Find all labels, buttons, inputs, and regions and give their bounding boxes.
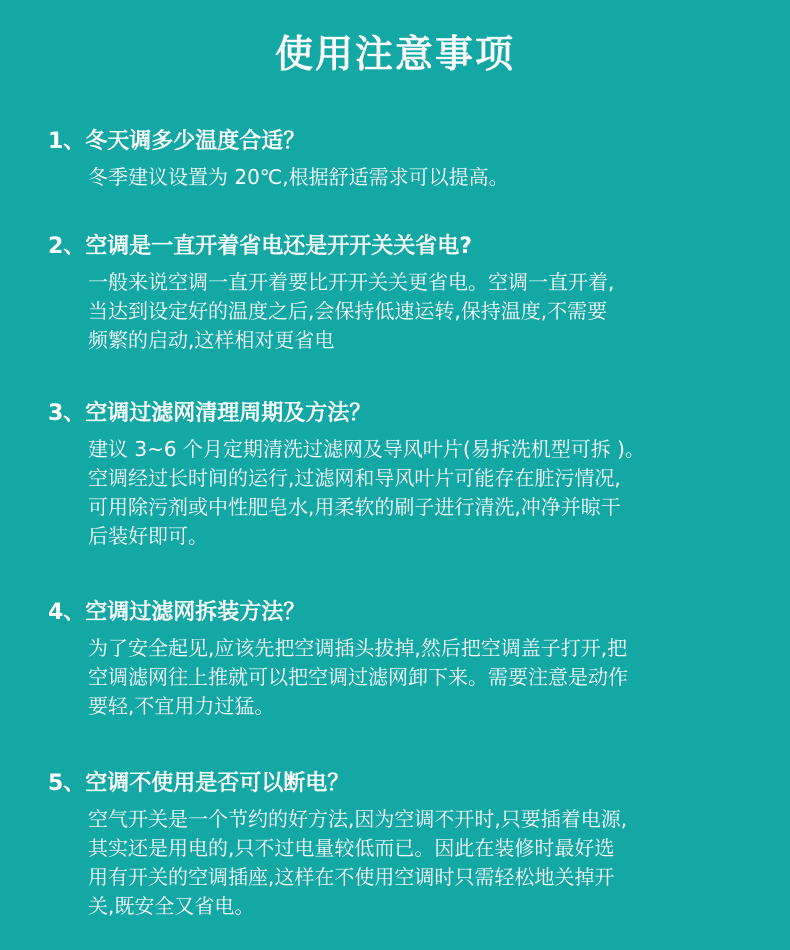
page-title: 使用注意事项 [274, 32, 515, 76]
faq-item-1 [48, 127, 758, 192]
faq-item-4 [48, 598, 758, 721]
faq-item-2 [48, 232, 758, 355]
faq-question: 4、空调过滤网拆装方法？ [48, 600, 306, 625]
faq-answer: 冬季建议设置为 20℃,根据舒适需求可以提高。 [88, 165, 509, 189]
faq-item-5 [48, 769, 758, 921]
faq-item-3 [48, 399, 758, 551]
faq-question: 3、空调过滤网清理周期及方法？ [48, 401, 372, 426]
faq-question: 2、空调是一直开着省电还是开开关关省电? [48, 234, 473, 259]
faq-question: 5、空调不使用是否可以断电？ [48, 771, 350, 796]
faq-answer: 建议 3~6 个月定期清洗过滤网及导风叶片(易拆洗机型可拆 )。 空调经过长时间的运行,过滤网和导风叶片可能存在脏污情况, 可用除污剂或中性肥皂水,用柔软的刷子进行清洗,冲净并晾干 后装好即可。 [88, 437, 645, 548]
faq-answer: 空气开关是一个节约的好方法,因为空调不开时,只要插着电源, 其实还是用电的,只不过电量较低而已。因此在装修时最好选 用有开关的空调插座,这样在不使用空调时只需轻松地关掉开 关,既安全又省电。 [88, 807, 628, 918]
faq-question: 1、冬天调多少温度合适？ [48, 129, 306, 154]
faq-answer: 为了安全起见,应该先把空调插头拔掉,然后把空调盖子打开,把 空调滤网往上推就可以把空调过滤网卸下来。需要注意是动作 要轻,不宜用力过猛。 [88, 636, 628, 718]
faq-answer: 一般来说空调一直开着要比开开关关更省电。空调一直开着, 当达到设定好的温度之后,会保持低速运转,保持温度,不需要 频繁的启动,这样相对更省电 [88, 270, 615, 352]
